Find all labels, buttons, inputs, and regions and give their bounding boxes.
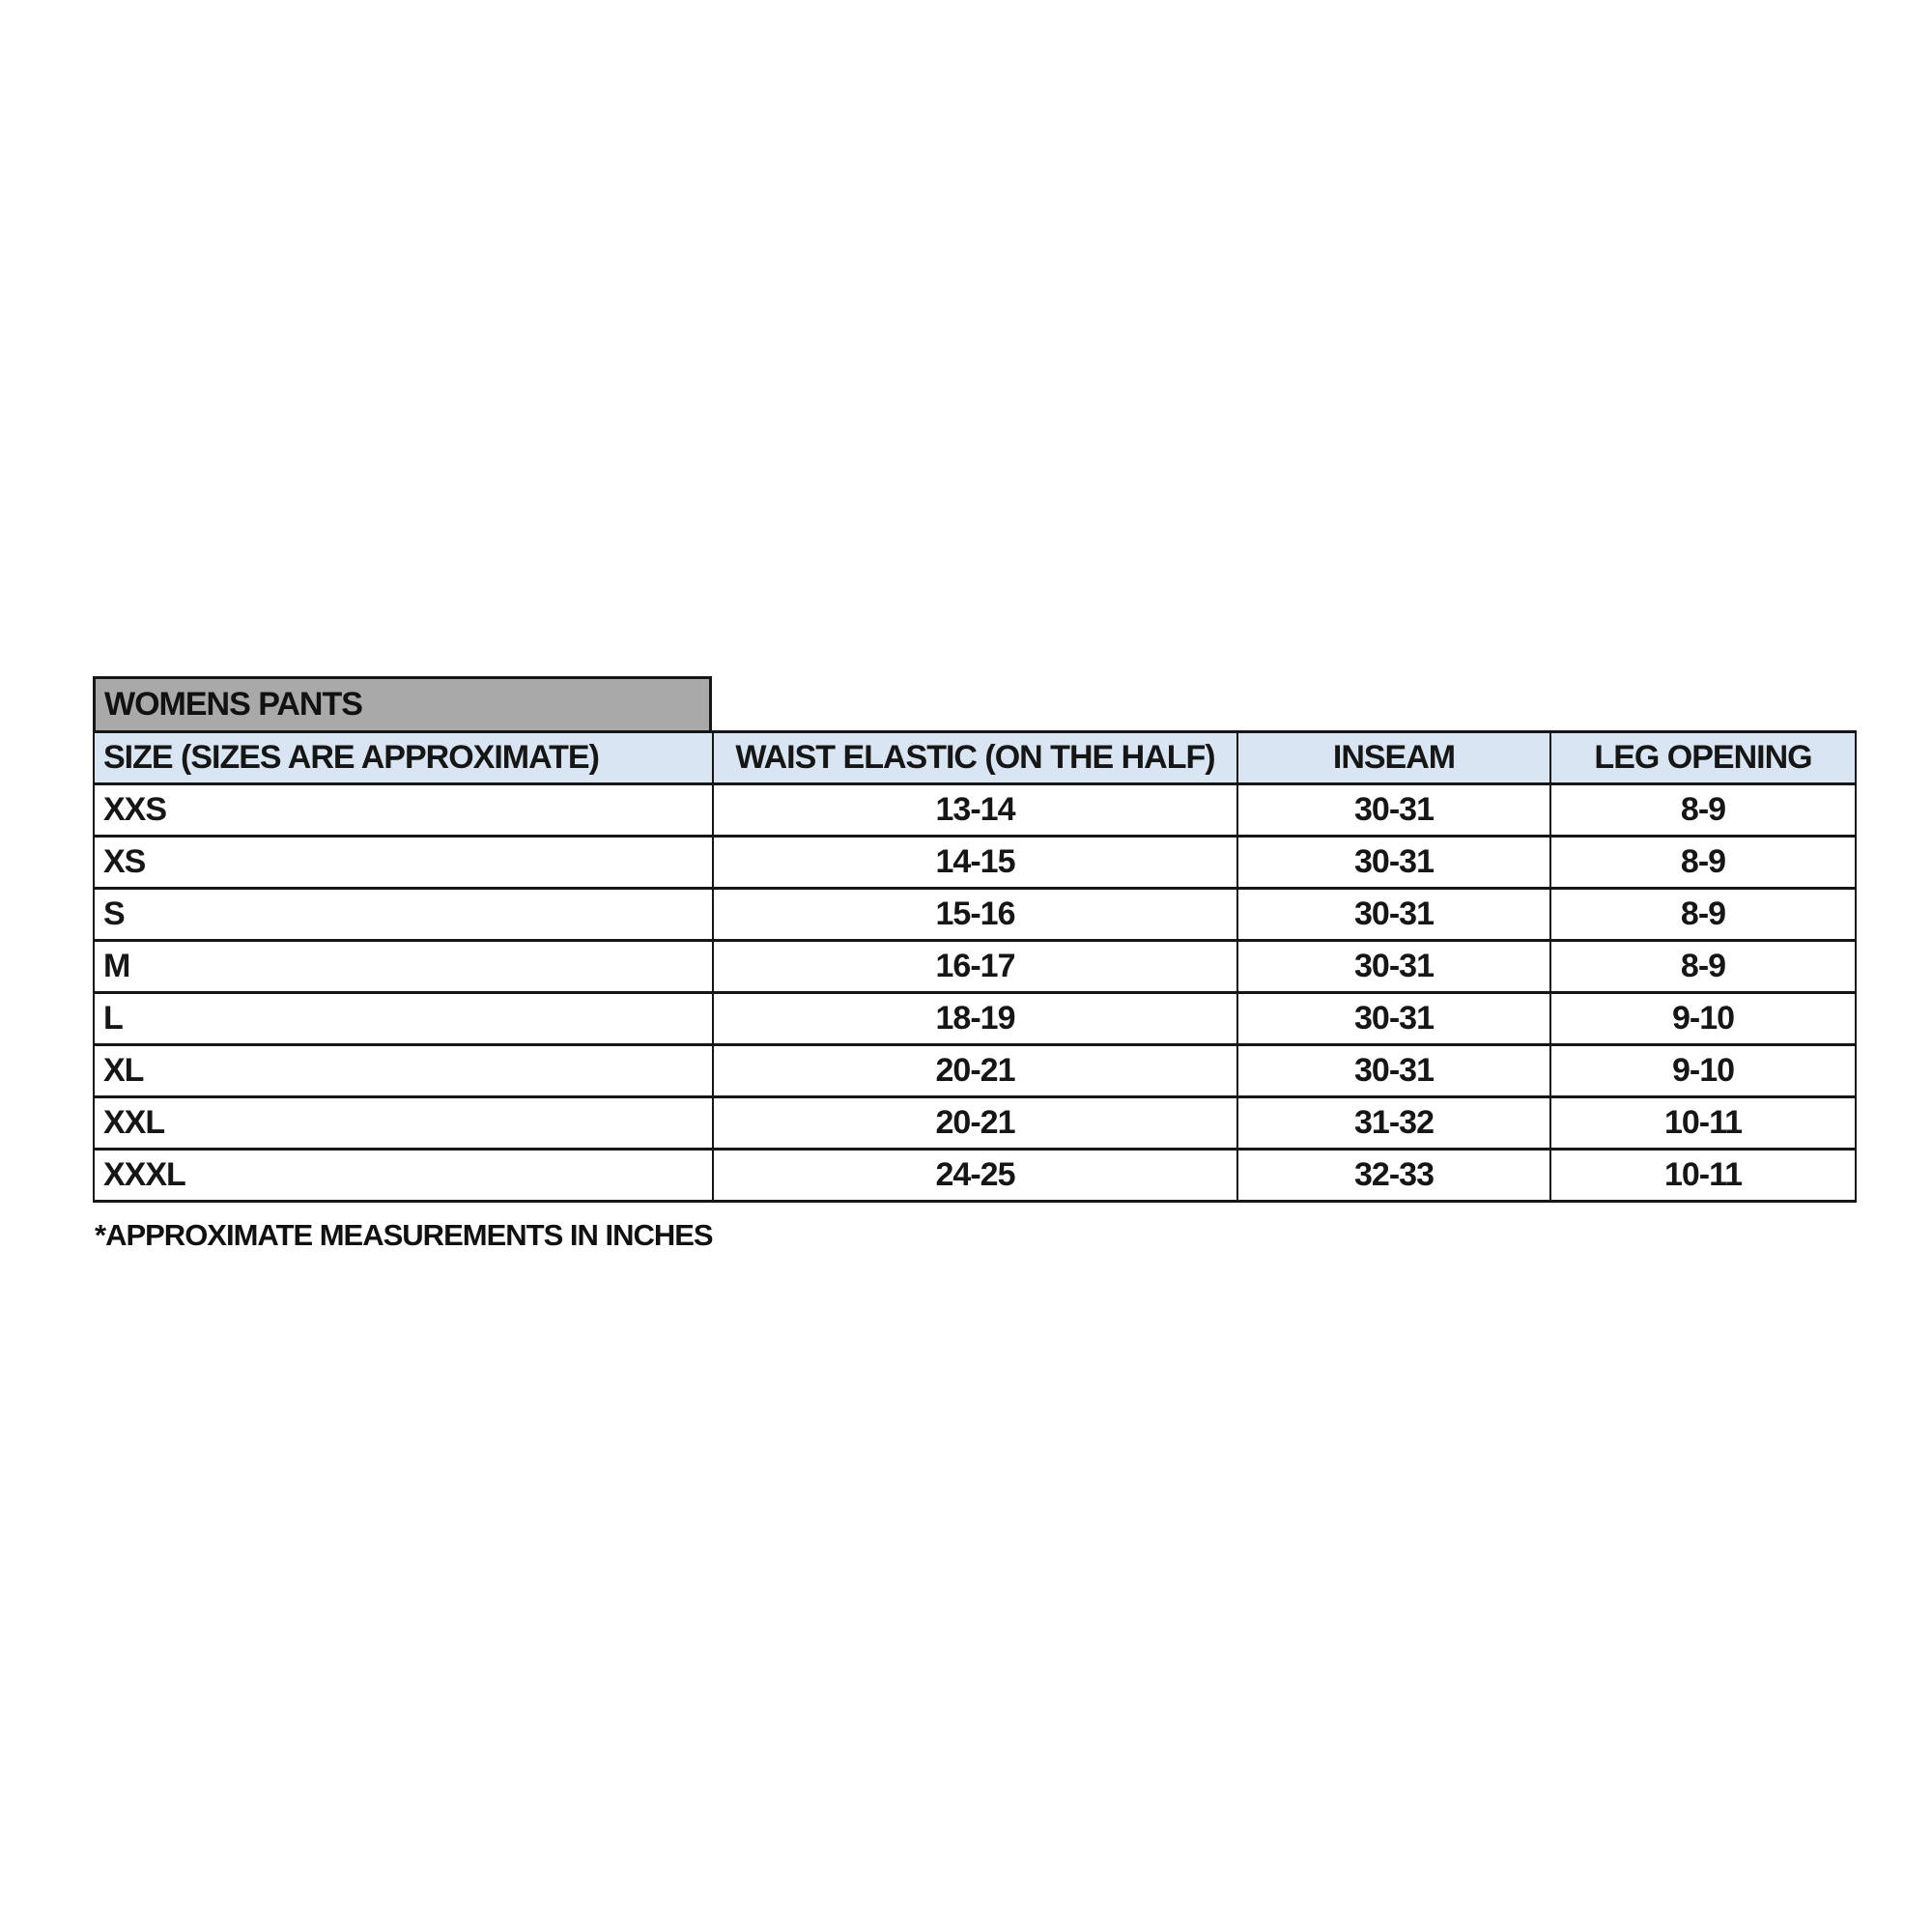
cell-size: XXS [94, 784, 713, 837]
cell-leg: 9-10 [1550, 1045, 1856, 1097]
cell-leg: 8-9 [1550, 889, 1856, 941]
cell-inseam: 30-31 [1237, 1045, 1550, 1097]
cell-waist: 20-21 [713, 1045, 1237, 1097]
cell-inseam: 31-32 [1237, 1097, 1550, 1150]
col-header-inseam: INSEAM [1237, 732, 1550, 784]
cell-leg: 10-11 [1550, 1097, 1856, 1150]
header-row [94, 732, 1856, 784]
col-header-waist: WAIST ELASTIC (ON THE HALF) [713, 732, 1237, 784]
table-row-xxl [94, 1097, 1856, 1150]
cell-inseam: 30-31 [1237, 941, 1550, 993]
table-row-xs [94, 837, 1856, 889]
size-table [93, 730, 1857, 1203]
cell-leg: 8-9 [1550, 941, 1856, 993]
cell-waist: 13-14 [713, 784, 1237, 837]
cell-waist: 15-16 [713, 889, 1237, 941]
cell-size: XXL [94, 1097, 713, 1150]
cell-size: XS [94, 837, 713, 889]
cell-leg: 8-9 [1550, 837, 1856, 889]
cell-waist: 18-19 [713, 993, 1237, 1045]
cell-waist: 16-17 [713, 941, 1237, 993]
col-header-size: SIZE (SIZES ARE APPROXIMATE) [94, 732, 713, 784]
cell-waist: 14-15 [713, 837, 1237, 889]
table-row-l [94, 993, 1856, 1045]
cell-inseam: 30-31 [1237, 784, 1550, 837]
cell-size: XXXL [94, 1150, 713, 1202]
size-chart [93, 676, 1855, 1253]
cell-inseam: 30-31 [1237, 837, 1550, 889]
table-title: WOMENS PANTS [93, 676, 712, 730]
cell-size: L [94, 993, 713, 1045]
cell-inseam: 30-31 [1237, 993, 1550, 1045]
table-row-xxs [94, 784, 1856, 837]
cell-waist: 24-25 [713, 1150, 1237, 1202]
table-row-s [94, 889, 1856, 941]
cell-inseam: 32-33 [1237, 1150, 1550, 1202]
table-row-xl [94, 1045, 1856, 1097]
footnote: *APPROXIMATE MEASUREMENTS IN INCHES [95, 1218, 713, 1252]
cell-size: S [94, 889, 713, 941]
cell-waist: 20-21 [713, 1097, 1237, 1150]
cell-size: M [94, 941, 713, 993]
cell-leg: 9-10 [1550, 993, 1856, 1045]
cell-leg: 8-9 [1550, 784, 1856, 837]
table-row-xxxl [94, 1150, 1856, 1202]
table-row-m [94, 941, 1856, 993]
cell-size: XL [94, 1045, 713, 1097]
cell-inseam: 30-31 [1237, 889, 1550, 941]
cell-leg: 10-11 [1550, 1150, 1856, 1202]
col-header-leg-opening: LEG OPENING [1550, 732, 1856, 784]
